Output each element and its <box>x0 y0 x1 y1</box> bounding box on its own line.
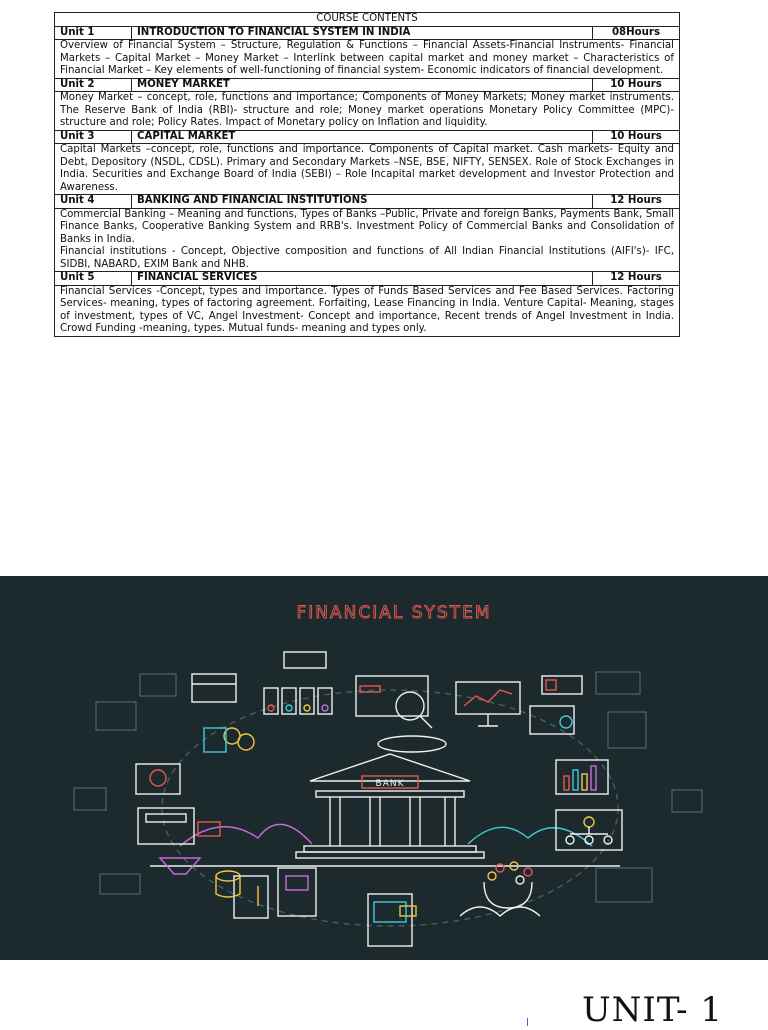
financial-system-illustration <box>0 576 768 960</box>
unit-description-row <box>55 40 680 79</box>
unit-heading: UNIT- 1 <box>582 990 724 1030</box>
unit-description-row <box>55 92 680 131</box>
unit-title: INTRODUCTION TO FINANCIAL SYSTEM IN INDIA <box>132 26 593 40</box>
illustration-canvas <box>0 576 768 960</box>
unit-hours: 12 Hours <box>593 195 680 209</box>
unit-label: Unit 1 <box>55 26 132 40</box>
unit-description <box>55 144 680 195</box>
unit-description-row <box>55 144 680 195</box>
unit-label: Unit 3 <box>55 130 132 144</box>
illustration-title: FINANCIAL SYSTEM <box>296 603 492 623</box>
text-cursor-mark <box>527 1018 528 1026</box>
unit-header-row <box>55 195 680 209</box>
unit-hours: 10 Hours <box>593 78 680 92</box>
unit-hours: 12 Hours <box>593 272 680 286</box>
unit-header-row <box>55 272 680 286</box>
unit-description <box>55 208 680 272</box>
unit-description-paragraph: Capital Markets –concept, role, functions and importance. Components of Capital market. Cash markets- Equity and Debt, Depository (NSDL, CDSL). Primary and Secondary Markets –NSE, BSE, NIFTY, SENSEX. Role of Stock Exchanges in India. Securities and Exchange Board of India (SEBI) – Role Incapital market development and Investor Protection and Awareness. <box>60 144 674 193</box>
unit-header-row <box>55 130 680 144</box>
unit-title: MONEY MARKET <box>132 78 593 92</box>
unit-hours: 08Hours <box>593 26 680 40</box>
unit-description-paragraph: Financial institutions - Concept, Objective composition and functions of All Indian Financial Institutions (AIFI's)- IFC, SIDBI, NABARD, EXIM Bank and NHB. <box>60 246 674 270</box>
unit-description-paragraph: Money Market – concept, role, functions and importance; Components of Money Markets; Money market instruments. The Reserve Bank of India (RBI)- structure and role; Money market operations Monetary Policy Committee (MPC)-structure and role; Policy Rates. Impact of Monetary policy on Inflation and liquidity. <box>60 92 674 128</box>
unit-description-row <box>55 285 680 336</box>
unit-label: Unit 2 <box>55 78 132 92</box>
unit-description <box>55 92 680 131</box>
unit-title: BANKING AND FINANCIAL INSTITUTIONS <box>132 195 593 209</box>
unit-label: Unit 5 <box>55 272 132 286</box>
unit-header-row <box>55 78 680 92</box>
unit-header-row <box>55 26 680 40</box>
course-contents-title: COURSE CONTENTS <box>55 13 680 27</box>
unit-hours: 10 Hours <box>593 130 680 144</box>
unit-description <box>55 40 680 79</box>
unit-title: FINANCIAL SERVICES <box>132 272 593 286</box>
course-contents-table <box>54 12 680 337</box>
unit-description <box>55 285 680 336</box>
unit-label: Unit 4 <box>55 195 132 209</box>
unit-description-paragraph: Financial Services -Concept, types and importance. Types of Funds Based Services and Fee Based Services. Factoring Services- meaning, types of factoring agreement. Forfaiting, Lease Financing in India. Venture Capital- Meaning, stages of investment, types of VC, Angel Investment- Concept and importance, Recent trends of Angel Investment in India. Crowd Funding -meaning, types. Mutual funds- meaning and types only. <box>60 285 674 334</box>
unit-description-paragraph: Commercial Banking – Meaning and functions, Types of Banks –Public, Private and foreign Banks, Payments Bank, Small Finance Banks, Cooperative Banking System and RRB's. Investment Policy of Commercial Banks and Consolidation of Banks in India. <box>60 208 674 245</box>
unit-title: CAPITAL MARKET <box>132 130 593 144</box>
bank-sign: BANK <box>375 779 405 789</box>
unit-description-paragraph: Overview of Financial System – Structure, Regulation & Functions – Financial Assets-Financial Instruments- Financial Markets – Capital Market – Money Market – Interlink between capital market and money market – Characteristics of Financial Market – Key elements of well-functioning of financial system- Economic indicators of financial development. <box>60 40 674 76</box>
course-contents-header-row <box>55 13 680 27</box>
unit-description-row <box>55 208 680 272</box>
